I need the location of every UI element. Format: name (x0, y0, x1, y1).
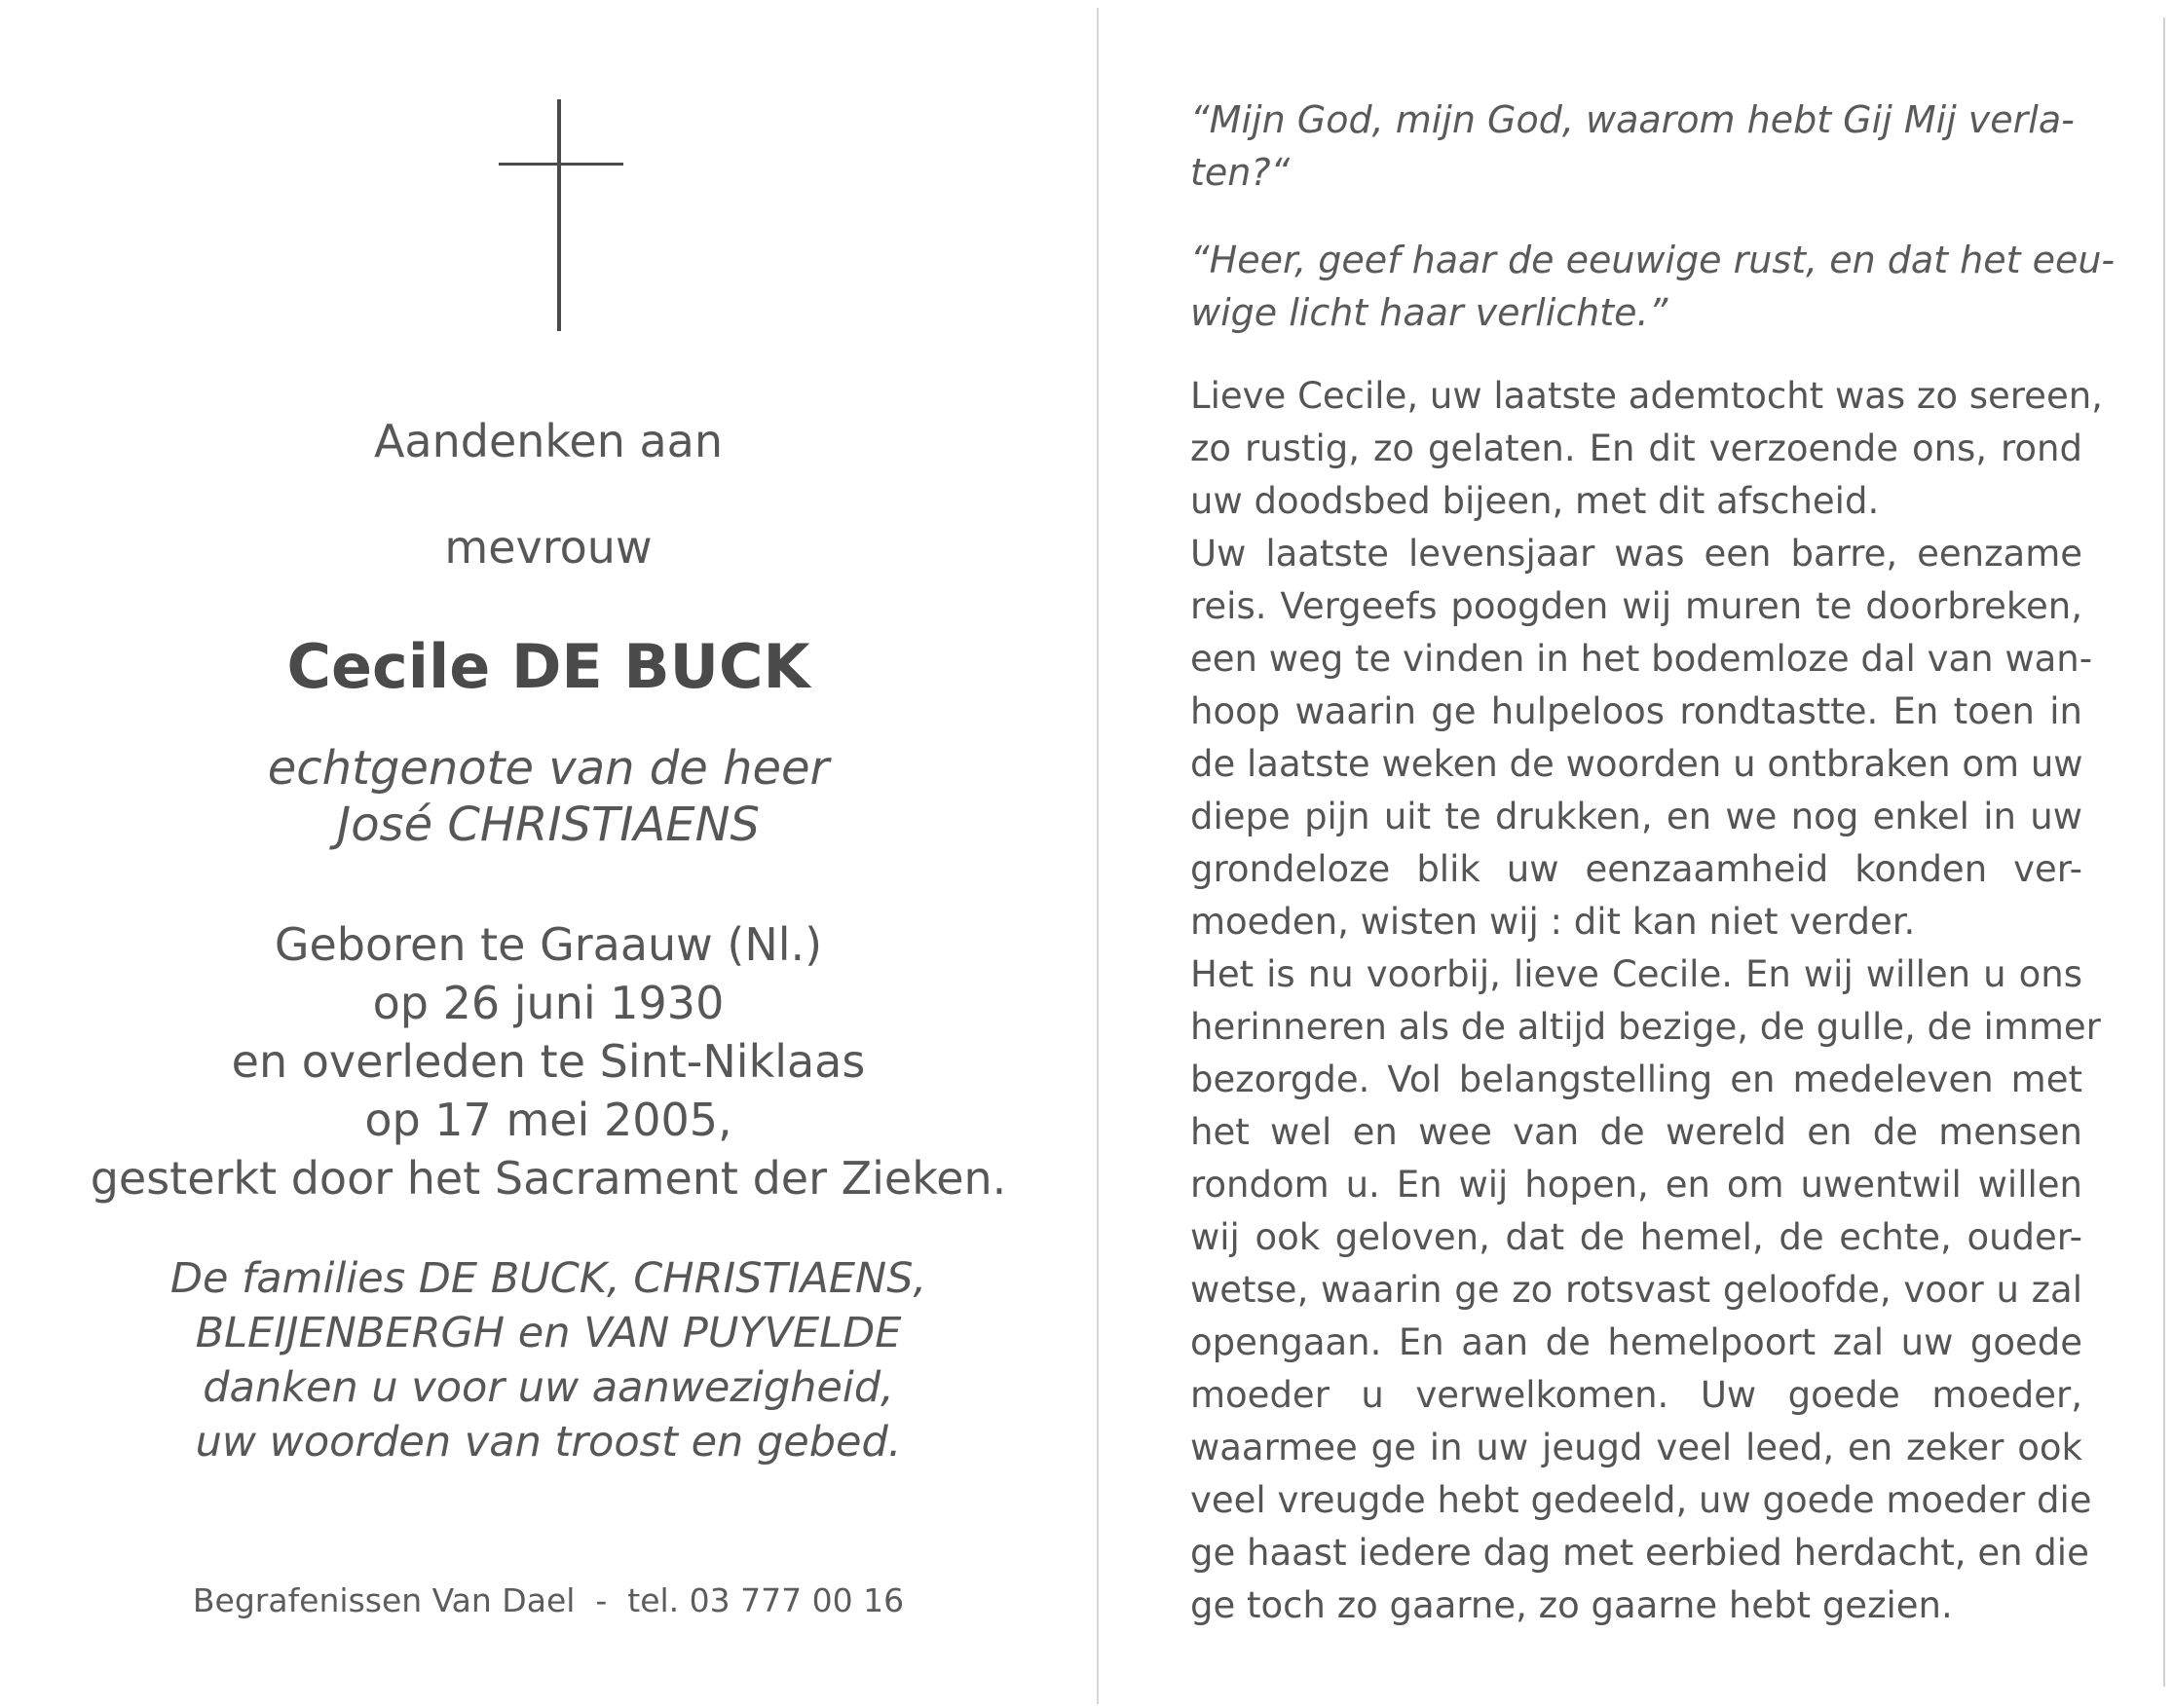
quote-line: wige licht haar verlichte.” (1190, 291, 1668, 334)
eulogy-line: reis. Vergeefs poogden wij muren te doorbreken, (1190, 585, 2082, 627)
eulogy-line: een weg te vinden in het bodemloze dal van wan- (1190, 638, 2093, 680)
birth-death-line: gesterkt door het Sacrament der Zieken. (90, 1152, 1007, 1205)
eulogy-line: de laatste weken de woorden u ontbraken om uw (1190, 743, 2083, 785)
thanks-line: danken u voor uw aanwezigheid, (203, 1363, 894, 1412)
fold-divider (1097, 8, 1099, 1704)
spouse-line: echtgenote van de heer (267, 741, 830, 796)
deceased-name: Cecile DE BUCK (286, 631, 810, 702)
thanks-line: uw woorden van troost en gebed. (195, 1418, 902, 1467)
quote-psalm (1190, 93, 2082, 199)
funeral-home-footer: Begrafenissen Van Dael - tel. 03 777 00 16 (192, 1581, 905, 1619)
eulogy-line: Uw laatste levensjaar was een barre, eenzame (1190, 533, 2082, 575)
eulogy-line: diepe pijn uit te drukken, en we nog enkel in uw (1190, 796, 2082, 837)
eulogy-line: ge toch zo gaarne, zo gaarne hebt gezien. (1190, 1584, 1953, 1626)
eulogy-line: uw doodsbed bijeen, met dit afscheid. (1190, 480, 1880, 522)
birth-death-line: op 17 mei 2005, (364, 1094, 732, 1146)
title-word: mevrouw (444, 521, 653, 574)
eulogy-line: zo rustig, zo gelaten. En dit verzoende ons, rond (1190, 427, 2082, 469)
quote-line: ten?“ (1190, 151, 1291, 194)
memorial-intro: Aandenken aan (373, 415, 724, 467)
cross-icon (499, 99, 623, 333)
eulogy-line: veel vreugde hebt gedeeld, uw goede moeder die (1190, 1479, 2092, 1521)
quote-prayer (1190, 234, 2116, 339)
eulogy-line: het wel en wee van de wereld en de mensen (1190, 1111, 2082, 1153)
quote-line: “Mijn God, mijn God, waarom hebt Gij Mij verla- (1190, 98, 2075, 141)
eulogy-line: Lieve Cecile, uw laatste ademtocht was zo sereen, (1190, 375, 2103, 417)
thanks-block (0, 1251, 1097, 1469)
eulogy-line: rondom u. En wij hopen, en om uwentwil willen (1190, 1164, 2082, 1206)
eulogy-line: moeden, wisten wij : dit kan niet verder. (1190, 901, 1916, 943)
birth-death-block (0, 915, 1097, 1207)
thanks-line: BLEIJENBERGH en VAN PUYVELDE (195, 1309, 902, 1357)
eulogy-line: bezorgde. Vol belangstelling en medeleven met (1190, 1058, 2082, 1100)
card-edge (2163, 18, 2165, 1687)
eulogy-line: Het is nu voorbij, lieve Cecile. En wij willen u ons (1190, 953, 2082, 995)
eulogy-line: wij ook geloven, dat de hemel, de echte, ouder- (1190, 1216, 2082, 1258)
birth-death-line: Geboren te Graauw (Nl.) (274, 918, 823, 971)
eulogy-line: herinneren als de altijd bezige, de gulle, de immer (1190, 1006, 2101, 1048)
eulogy-line: opengaan. En aan de hemelpoort zal uw goede (1190, 1321, 2082, 1363)
eulogy-line: waarmee ge in uw jeugd veel leed, en zeker ook (1190, 1427, 2082, 1468)
quote-line: “Heer, geef haar de eeuwige rust, en dat het eeu- (1190, 239, 2116, 281)
eulogy-line: moeder u verwelkomen. Uw goede moeder, (1190, 1374, 2082, 1416)
eulogy-line: grondeloze blik uw eenzaamheid konden ver- (1190, 848, 2082, 890)
spouse-line: José CHRISTIAENS (337, 798, 760, 852)
thanks-line: De families DE BUCK, CHRISTIAENS, (169, 1254, 927, 1303)
eulogy-line: hoop waarin ge hulpeloos rondtastte. En toen in (1190, 690, 2082, 732)
birth-death-line: op 26 juni 1930 (372, 977, 725, 1029)
spouse-block (0, 740, 1097, 853)
birth-death-line: en overleden te Sint-Niklaas (231, 1035, 866, 1088)
eulogy-line: ge haast iedere dag met eerbied herdacht, en die (1190, 1532, 2089, 1574)
eulogy-line: wetse, waarin ge zo rotsvast geloofde, voor u zal (1190, 1269, 2082, 1311)
eulogy-text (1190, 370, 2103, 1632)
right-panel (1190, 0, 2116, 1708)
